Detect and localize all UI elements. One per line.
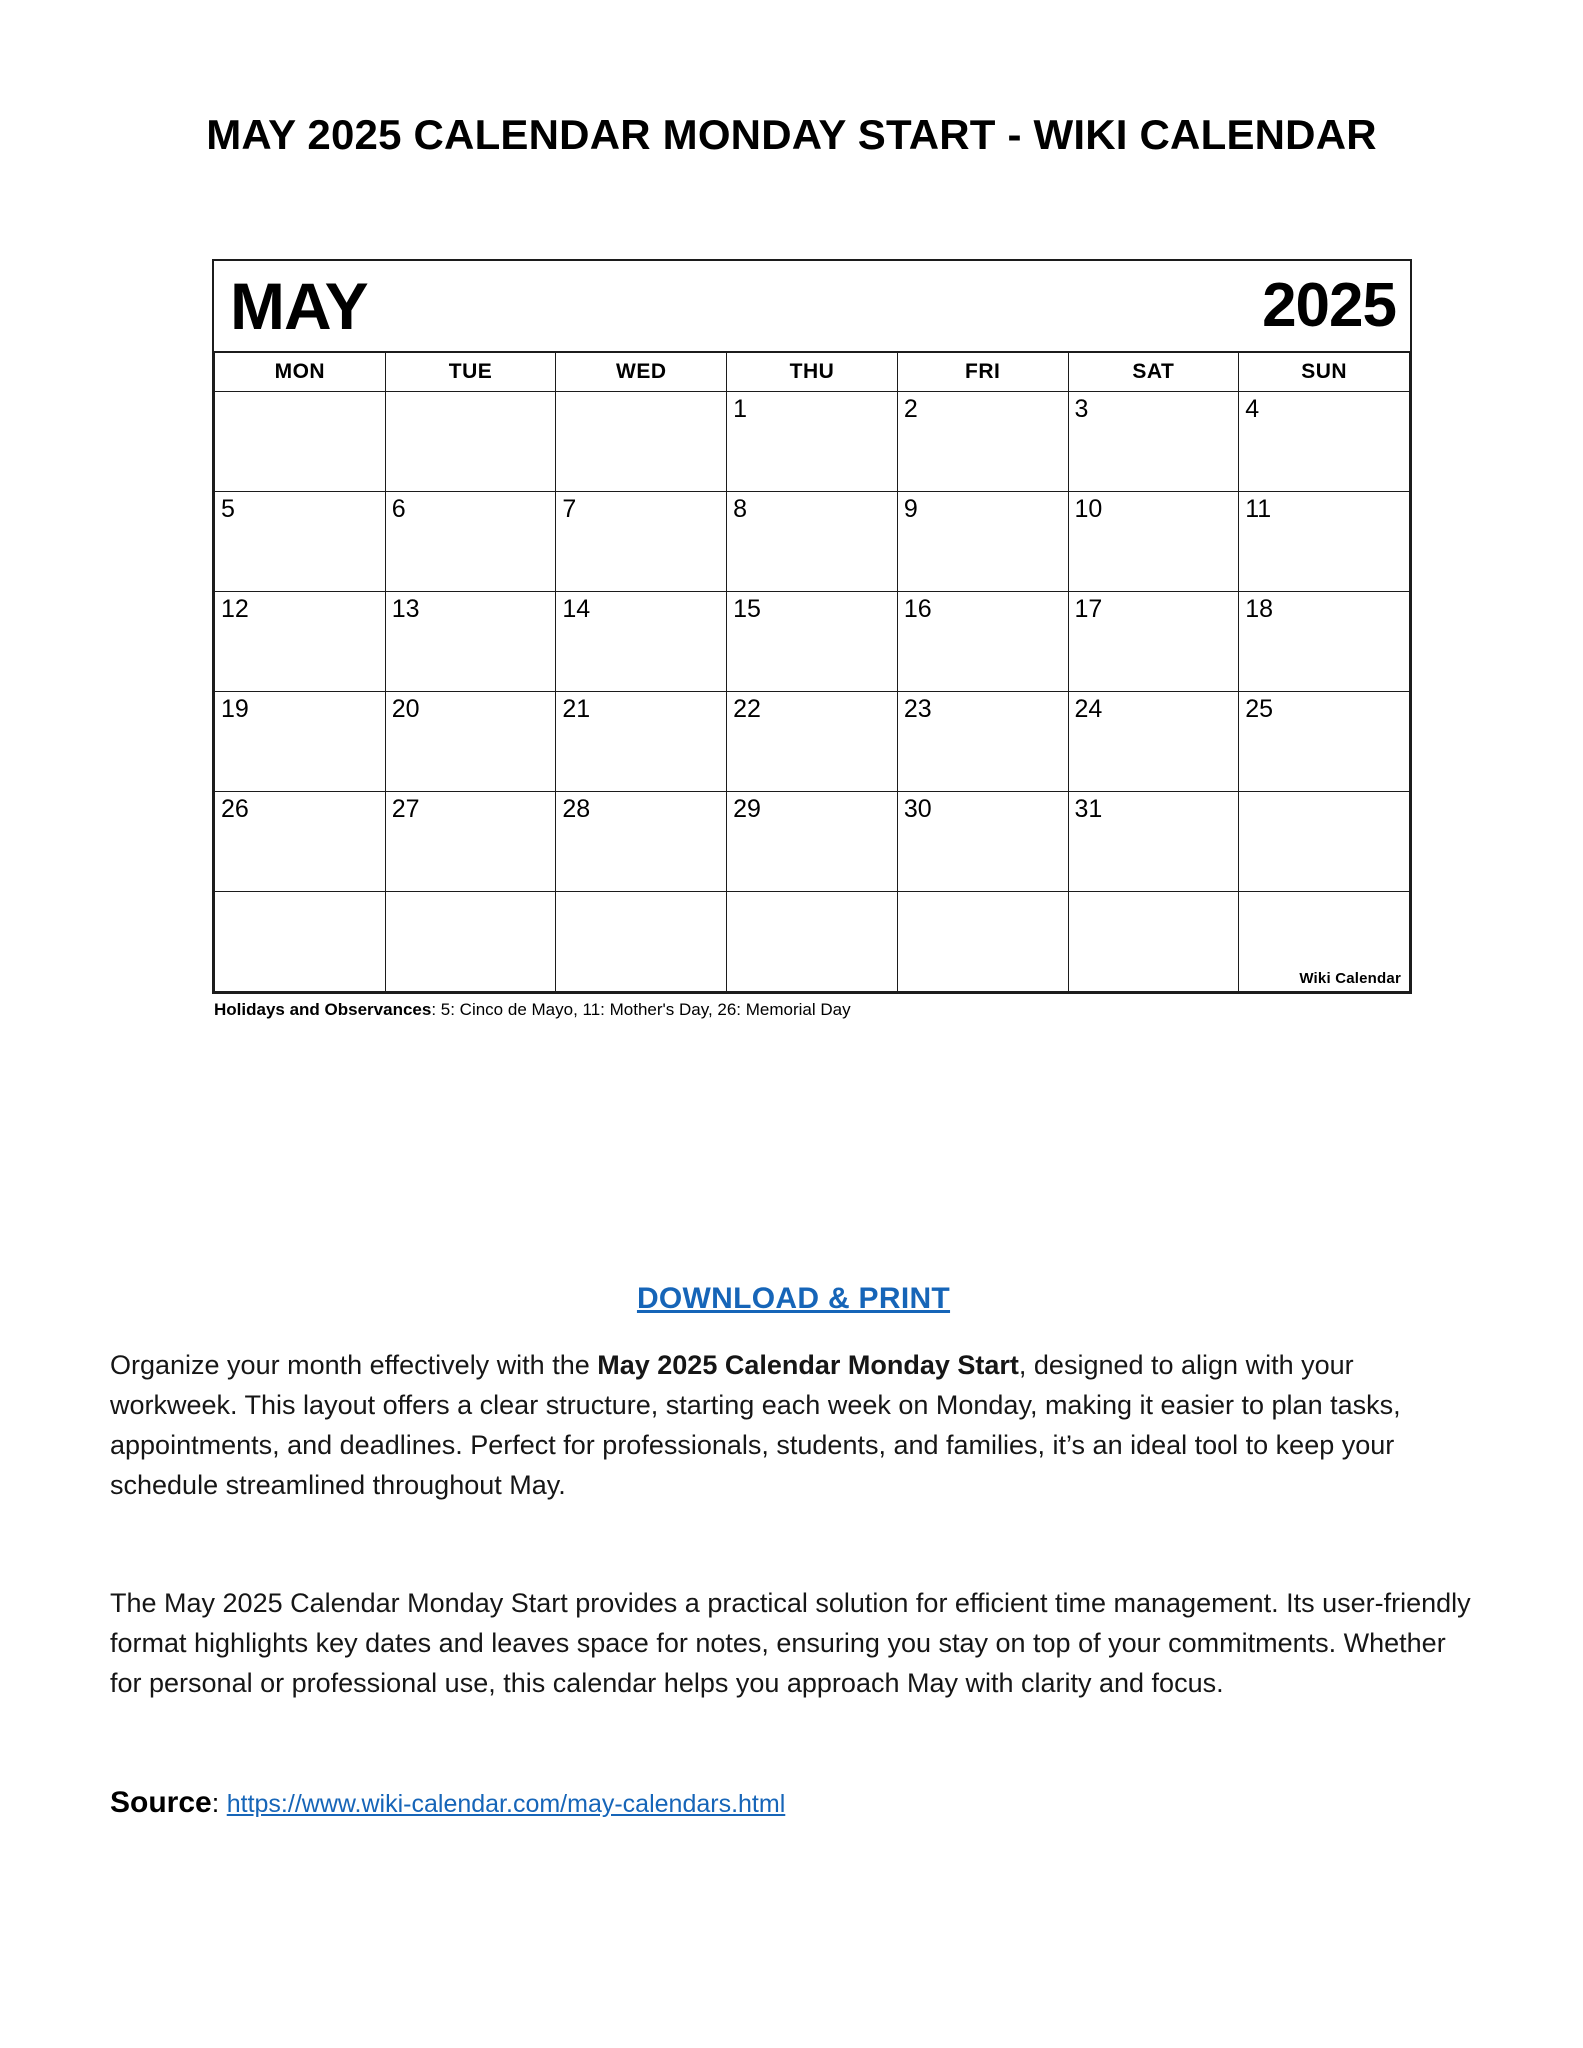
page-title: MAY 2025 CALENDAR MONDAY START - WIKI CALENDAR bbox=[206, 111, 1377, 158]
calendar-day-cell[interactable]: 19 bbox=[215, 692, 386, 792]
weekday-header-wed: WED bbox=[556, 353, 727, 392]
calendar-day-cell[interactable] bbox=[897, 892, 1068, 992]
weekday-header-sat: SAT bbox=[1068, 353, 1239, 392]
calendar-day-cell[interactable]: 31 bbox=[1068, 792, 1239, 892]
weekday-header-thu: THU bbox=[727, 353, 898, 392]
calendar-day-cell[interactable] bbox=[385, 892, 556, 992]
calendar-image bbox=[212, 259, 1412, 994]
calendar-day-cell[interactable]: 5 bbox=[215, 492, 386, 592]
article-content bbox=[110, 1282, 1477, 1820]
source-row bbox=[110, 1786, 1477, 1820]
calendar-day-cell[interactable] bbox=[1068, 892, 1239, 992]
calendar-week-row bbox=[215, 692, 1410, 792]
paragraph-1-after: , designed to align with your workweek. This layout offers a clear structure, starting each week on Monday, making it easier to plan tasks, appointments, and deadlines. Perfect for professionals, students, and families, it’s an ideal tool to keep your schedule streamlined throughout May. bbox=[110, 1350, 1401, 1500]
calendar-day-cell[interactable]: 25 bbox=[1239, 692, 1410, 792]
holidays-and-observances bbox=[212, 994, 1412, 1020]
calendar-day-cell[interactable]: 13 bbox=[385, 592, 556, 692]
calendar-day-cell[interactable]: 6 bbox=[385, 492, 556, 592]
weekday-header-mon: MON bbox=[215, 353, 386, 392]
calendar-day-cell[interactable] bbox=[1239, 892, 1410, 992]
calendar-week-row bbox=[215, 792, 1410, 892]
calendar-day-cell[interactable]: 21 bbox=[556, 692, 727, 792]
paragraph-1 bbox=[110, 1346, 1477, 1506]
paragraph-2: The May 2025 Calendar Monday Start provides a practical solution for efficient time management. Its user-friendly format highlights key dates and leaves space for notes, ensuring you stay on top of your commitments. Whether for personal or professional use, this calendar helps you approach May with clarity and focus. bbox=[110, 1587, 1471, 1698]
calendar-day-cell[interactable]: 29 bbox=[727, 792, 898, 892]
source-label: Source bbox=[110, 1785, 212, 1819]
calendar-day-cell[interactable] bbox=[556, 892, 727, 992]
download-print-row bbox=[110, 1282, 1477, 1316]
calendar-week-row bbox=[215, 592, 1410, 692]
calendar-day-cell[interactable]: 11 bbox=[1239, 492, 1410, 592]
source-separator: : bbox=[211, 1787, 227, 1818]
calendar-day-cell[interactable] bbox=[215, 392, 386, 492]
holidays-label: Holidays and Observances bbox=[214, 1000, 432, 1019]
calendar-day-cell[interactable]: 17 bbox=[1068, 592, 1239, 692]
holidays-text: : 5: Cinco de Mayo, 11: Mother's Day, 26: Memorial Day bbox=[431, 1000, 851, 1019]
paragraph-1-before: Organize your month effectively with the bbox=[110, 1350, 598, 1380]
calendar-container bbox=[212, 259, 1412, 1020]
calendar-week-row bbox=[215, 392, 1410, 492]
calendar-day-cell[interactable]: 27 bbox=[385, 792, 556, 892]
calendar-day-cell[interactable]: 28 bbox=[556, 792, 727, 892]
calendar-day-cell[interactable]: 10 bbox=[1068, 492, 1239, 592]
calendar-week-row bbox=[215, 492, 1410, 592]
calendar-day-cell[interactable] bbox=[556, 392, 727, 492]
weekday-header-tue: TUE bbox=[385, 353, 556, 392]
calendar-day-cell[interactable]: 8 bbox=[727, 492, 898, 592]
calendar-week-row bbox=[215, 892, 1410, 992]
calendar-day-cell[interactable]: 22 bbox=[727, 692, 898, 792]
calendar-day-cell[interactable]: 7 bbox=[556, 492, 727, 592]
weekday-header-sun: SUN bbox=[1239, 353, 1410, 392]
source-url-link[interactable]: https://www.wiki-calendar.com/may-calendars.html bbox=[226, 1789, 786, 1818]
calendar-day-cell[interactable]: 16 bbox=[897, 592, 1068, 692]
calendar-day-cell[interactable]: 18 bbox=[1239, 592, 1410, 692]
calendar-day-cell[interactable] bbox=[385, 392, 556, 492]
calendar-day-cell[interactable]: 24 bbox=[1068, 692, 1239, 792]
calendar-day-cell[interactable]: 1 bbox=[727, 392, 898, 492]
calendar-day-cell[interactable]: 20 bbox=[385, 692, 556, 792]
download-print-link[interactable]: DOWNLOAD & PRINT bbox=[636, 1282, 951, 1315]
calendar-month-label: MAY bbox=[230, 269, 368, 343]
weekday-header-fri: FRI bbox=[897, 353, 1068, 392]
calendar-day-cell[interactable]: 4 bbox=[1239, 392, 1410, 492]
calendar-grid bbox=[214, 353, 1410, 992]
calendar-day-cell[interactable]: 9 bbox=[897, 492, 1068, 592]
calendar-day-cell[interactable]: 14 bbox=[556, 592, 727, 692]
calendar-day-cell[interactable] bbox=[1239, 792, 1410, 892]
calendar-weekday-header-row bbox=[215, 353, 1410, 392]
calendar-day-cell[interactable]: 15 bbox=[727, 592, 898, 692]
calendar-year-label: 2025 bbox=[1262, 271, 1396, 340]
calendar-day-cell[interactable] bbox=[215, 892, 386, 992]
calendar-day-cell[interactable] bbox=[727, 892, 898, 992]
calendar-day-cell[interactable]: 23 bbox=[897, 692, 1068, 792]
wiki-calendar-watermark: Wiki Calendar bbox=[1299, 970, 1401, 987]
calendar-header bbox=[214, 261, 1410, 353]
calendar-day-cell[interactable]: 26 bbox=[215, 792, 386, 892]
calendar-day-cell[interactable]: 30 bbox=[897, 792, 1068, 892]
calendar-day-cell[interactable]: 3 bbox=[1068, 392, 1239, 492]
calendar-day-cell[interactable]: 2 bbox=[897, 392, 1068, 492]
calendar-day-cell[interactable]: 12 bbox=[215, 592, 386, 692]
paragraph-1-bold: May 2025 Calendar Monday Start bbox=[597, 1350, 1019, 1380]
